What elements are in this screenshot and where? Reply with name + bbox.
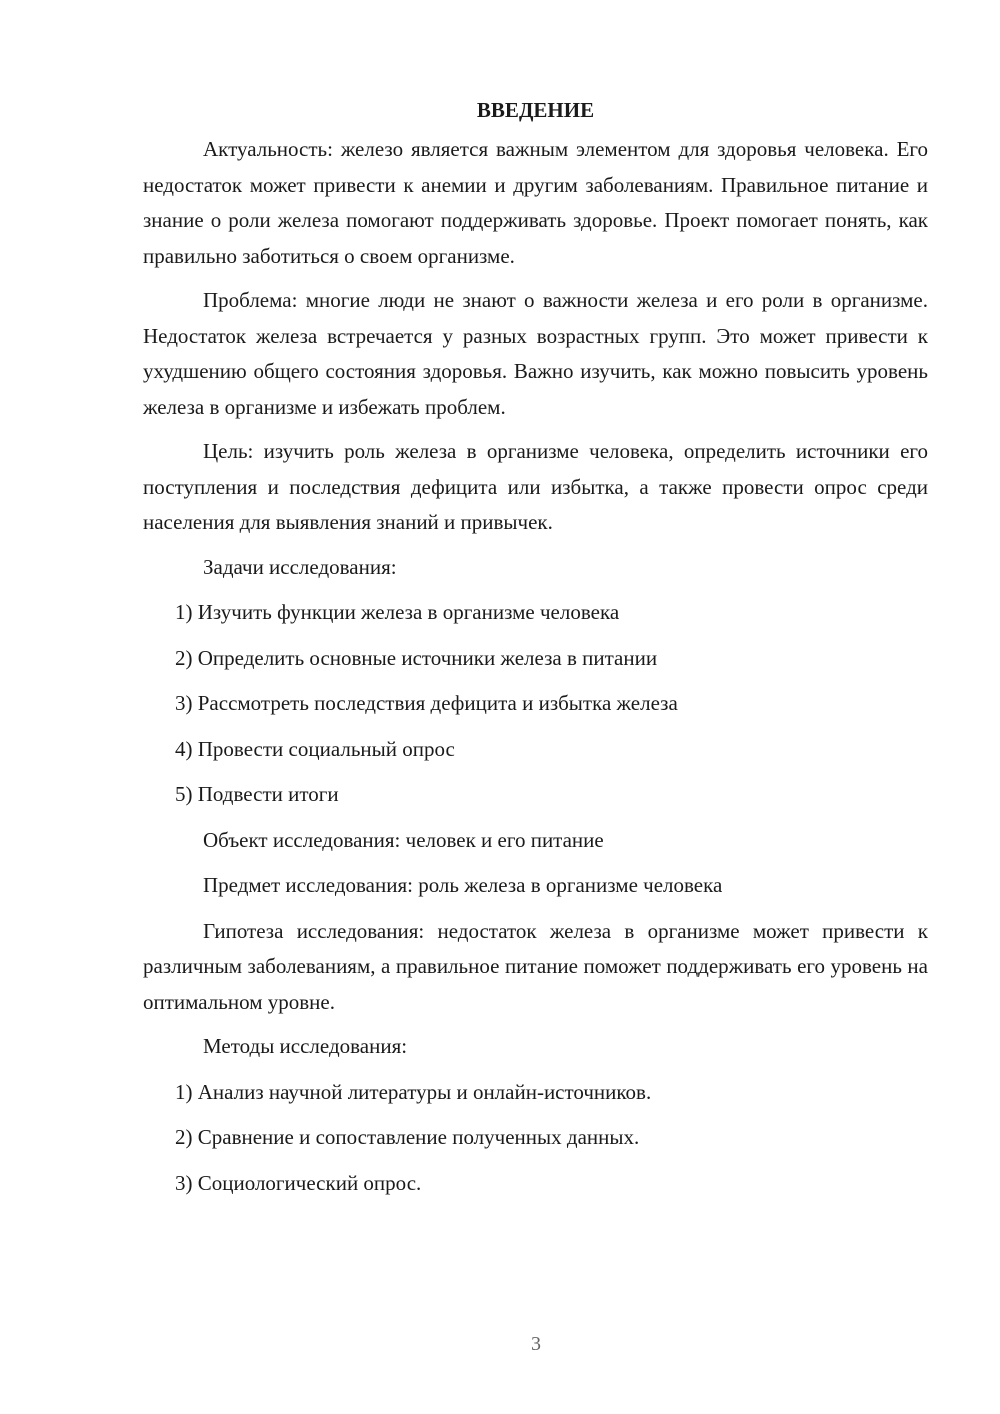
task-item: 2) Определить основные источники железа в питании — [175, 645, 658, 670]
task-item: 1) Изучить функции железа в организме человека — [175, 600, 620, 624]
problem-paragraph: Проблема: многие люди не знают о важности железа и его роли в организме. Недостаток железа встречается у разных возрастных групп. Это может привести к ухудшению общего состояния здоровья. Важно изучить, как можно повысить уровень железа в организме и избежать проблем. — [143, 288, 928, 419]
goal-paragraph: Цель: изучить роль железа в организме человека, определить источники его поступления и последствия дефицита или избытка, а также провести опрос среди населения для выявления знаний и привычек. — [143, 439, 928, 534]
method-item: 3) Социологический опрос. — [175, 1170, 422, 1195]
methods-title: Методы исследования: — [203, 1034, 408, 1058]
research-subject: Предмет исследования: роль железа в организме человека — [203, 873, 723, 897]
actuality-paragraph: Актуальность: железо является важным элементом для здоровья человека. Его недостаток может привести к анемии и другим заболеваниям. Правильное питание и знание о роли железа помогают поддерживать здоровье. Проект помогает понять, как правильно заботиться о своем организме. — [143, 137, 928, 268]
page-number: 3 — [531, 1333, 541, 1355]
method-item: 2) Сравнение и сопоставление полученных данных. — [175, 1125, 640, 1149]
document-page — [143, 92, 928, 1211]
research-object: Объект исследования: человек и его питание — [203, 827, 604, 852]
hypothesis-paragraph: Гипотеза исследования: недостаток железа в организме может привести к различным заболеваниям, а правильное питание поможет поддерживать его уровень на оптимальном уровне. — [143, 918, 928, 1014]
tasks-title: Задачи исследования: — [203, 554, 397, 579]
task-item: 5) Подвести итоги — [175, 782, 339, 806]
task-item: 4) Провести социальный опрос — [175, 736, 455, 761]
method-item: 1) Анализ научной литературы и онлайн-источников. — [175, 1079, 652, 1104]
section-heading: ВВЕДЕНИЕ — [476, 98, 595, 122]
task-item: 3) Рассмотреть последствия дефицита и избытка железа — [175, 691, 678, 715]
